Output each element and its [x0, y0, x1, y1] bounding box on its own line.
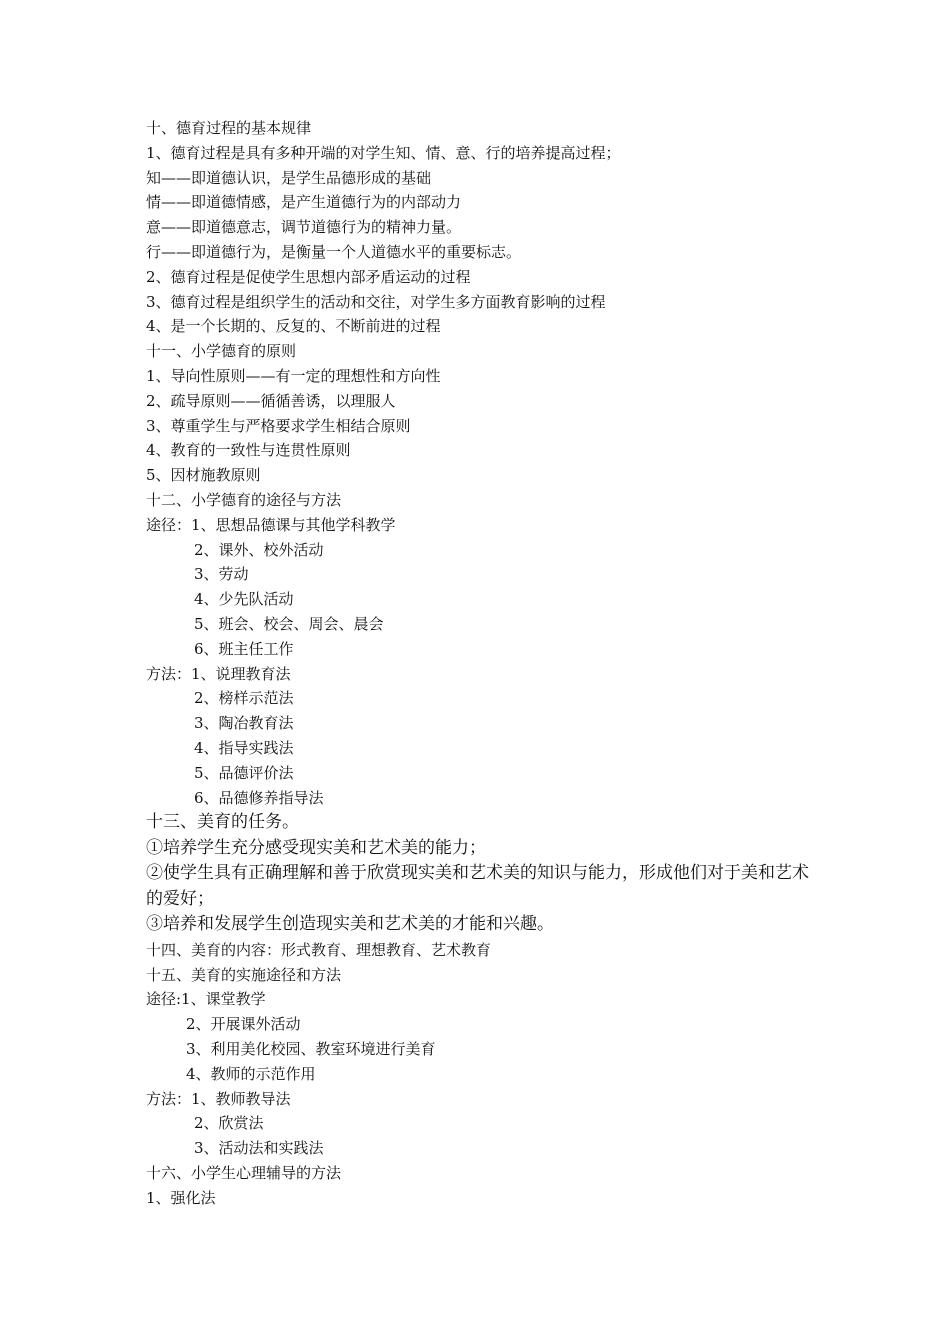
text-line: 3、尊重学生与严格要求学生相结合原则 [146, 416, 411, 435]
list-item: 2、开展课外活动 [186, 1015, 301, 1034]
heading-10: 十、德育过程的基本规律 [146, 119, 312, 137]
text-line: 途径：1、思想品德课与其他学科教学 [146, 515, 396, 534]
text-line: ①培养学生充分感受现实美和艺术美的能力； [146, 837, 486, 858]
list-item: 2、榜样示范法 [194, 689, 294, 708]
text-line: 1、强化法 [146, 1188, 216, 1207]
text-line: 4、教育的一致性与连贯性原则 [146, 441, 351, 460]
text-line: 意——即道德意志，调节道德行为的精神力量。 [146, 218, 462, 237]
list-item: 5、班会、校会、周会、晨会 [194, 614, 384, 633]
heading-12: 十二、小学德育的途径与方法 [146, 490, 342, 509]
list-item: 6、班主任工作 [194, 639, 294, 658]
text-line: 行——即道德行为，是衡量一个人道德水平的重要标志。 [146, 242, 522, 261]
text-line: 4、是一个长期的、反复的、不断前进的过程 [146, 317, 441, 336]
heading-16: 十六、小学生心理辅导的方法 [146, 1163, 342, 1182]
text-line: 方法：1、教师教导法 [146, 1089, 291, 1108]
text-line: 5、因材施教原则 [146, 466, 261, 485]
heading-11: 十一、小学德育的原则 [146, 342, 297, 361]
list-item: 4、指导实践法 [194, 738, 294, 757]
list-item: 3、劳动 [194, 565, 249, 584]
list-item: 3、活动法和实践法 [194, 1139, 324, 1158]
heading-14: 十四、美育的内容：形式教育、理想教育、艺术教育 [146, 940, 492, 959]
heading-15: 十五、美育的实施途径和方法 [146, 965, 342, 984]
list-item: 2、课外、校外活动 [194, 540, 324, 559]
text-line: 知——即道德认识，是学生品德形成的基础 [146, 168, 432, 187]
text-line: 2、德育过程是促使学生思想内部矛盾运动的过程 [146, 267, 471, 286]
text-line: 途径:1、课堂教学 [146, 990, 266, 1009]
list-item: 5、品德评价法 [194, 763, 294, 782]
list-item: 6、品德修养指导法 [194, 788, 324, 807]
text-line: ③培养和发展学生创造现实美和艺术美的才能和兴趣。 [146, 914, 554, 935]
list-item: 3、利用美化校园、教室环境进行美育 [186, 1040, 436, 1058]
list-item: 4、少先队活动 [194, 590, 294, 609]
text-line: 方法：1、说理教育法 [146, 664, 291, 683]
text-line: 情——即道德情感，是产生道德行为的内部动力 [146, 193, 462, 212]
text-line: 2、疏导原则——循循善诱，以理服人 [146, 391, 396, 410]
text-line: 1、德育过程是具有多种开端的对学生知、情、意、行的培养提高过程； [146, 143, 621, 162]
document-body [146, 116, 846, 1211]
list-item: 2、欣赏法 [194, 1114, 264, 1133]
list-item: 4、教师的示范作用 [186, 1064, 316, 1083]
text-line: 3、德育过程是组织学生的活动和交往，对学生多方面教育影响的过程 [146, 292, 606, 311]
list-item: 3、陶冶教育法 [194, 714, 294, 733]
text-line: ②使学生具有正确理解和善于欣赏现实美和艺术美的知识与能力，形成他们对于美和艺术的爱好； [146, 863, 809, 909]
text-line: 1、导向性原则——有一定的理想性和方向性 [146, 366, 441, 385]
heading-13: 十三、美育的任务。 [146, 812, 299, 833]
